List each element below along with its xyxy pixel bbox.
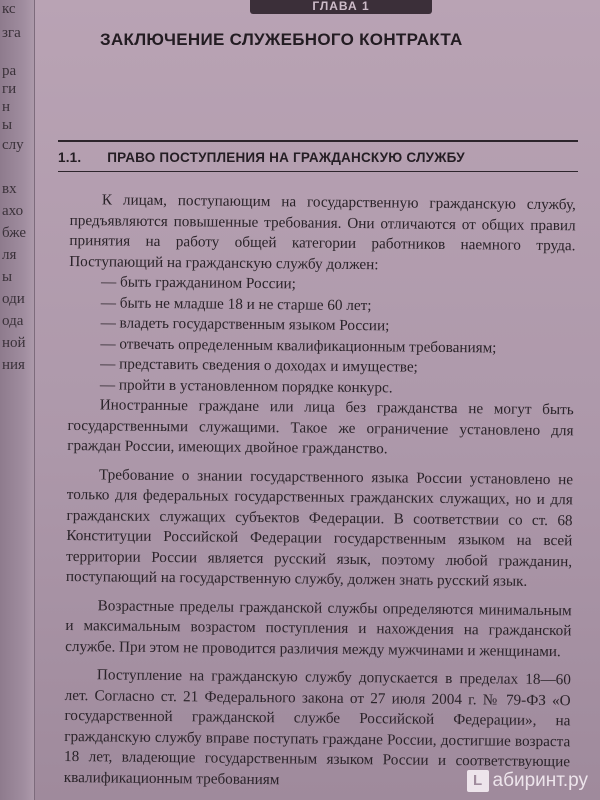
watermark <box>467 770 588 792</box>
margin-fragment: ы <box>2 117 13 133</box>
margin-fragment: ги <box>2 81 17 97</box>
requirements-list <box>68 272 575 400</box>
margin-fragment: вх <box>2 181 17 197</box>
margin-fragment: бже <box>2 225 27 241</box>
list-item: — владеть государственным языком России; <box>100 313 574 338</box>
margin-fragment: ния <box>2 357 25 373</box>
margin-fragment: ра <box>2 63 17 79</box>
margin-fragment: ода <box>2 313 24 329</box>
paragraph: Иностранные граждане или лица без гражданства не могут быть государственными служащими. Такое же ограничение установлено для граждан России, имеющих двойное гражданство. <box>67 396 574 458</box>
section-title: ПРАВО ПОСТУПЛЕНИЯ НА ГРАЖДАНСКУЮ СЛУЖБУ <box>107 150 465 165</box>
section-heading <box>58 140 578 172</box>
margin-fragment: ы <box>2 269 13 285</box>
margin-fragment: ной <box>2 335 26 351</box>
chapter-label: ГЛАВА 1 <box>250 0 432 14</box>
list-item: — быть гражданином России; <box>101 272 575 297</box>
adjacent-page-margin <box>0 0 35 800</box>
labirint-logo-icon: L <box>467 770 489 792</box>
section-number: 1.1. <box>58 150 82 165</box>
body-text <box>64 190 576 793</box>
margin-fragment: оди <box>2 291 25 307</box>
list-item: — пройти в установленном порядке конкурс. <box>100 375 574 400</box>
paragraph: Возрастные пределы гражданской службы определяются минимальным и максимальным возрастом поступления и нахождения на гражданской службе. При этом не проводится различия между мужчинами и женщинами. <box>65 596 572 660</box>
margin-fragment: ля <box>2 247 17 263</box>
margin-fragment: зга <box>2 25 21 41</box>
paragraph: Требование о знании государственного языка России установлено не только для федеральных государственных гражданских служащих, но и для гражданских служащих субъектов Федерации. В соответствии со ст. 68 Конституции Российской Федерации государственным языком на всей территории России является русский язык, поэтому любой гражданин, поступающий на государственную службу, должен знать русский язык. <box>65 465 574 590</box>
margin-fragment: кс <box>2 1 16 17</box>
margin-fragment: ахо <box>2 203 24 219</box>
paragraph: К лицам, поступающим на государственную гражданскую службу, предъявляются повышенные требования. Они отличаются от общих правил принятия на работу общей категории работников наемного труда. Поступающий на гражданскую службу должен: <box>69 191 576 273</box>
section-title-bar <box>58 140 578 172</box>
paragraph: Поступление на гражданскую службу допускается в пределах 18—60 лет. Согласно ст. 21 Федерального закона от 27 июля 2004 г. № 79-ФЗ «О государственной гражданской службе Российской Федерации», на гражданскую службу вправе поступать граждане России, достигшие возраста 18 лет, владеющие государственным языком России и соответствующие квалификационным требованиям <box>63 666 571 788</box>
list-item: — представить сведения о доходах и имуществе; <box>100 354 574 379</box>
margin-fragment: н <box>2 99 11 115</box>
list-item: — быть не младше 18 и не старше 60 лет; <box>101 293 575 318</box>
list-item: — отвечать определенным квалификационным требованиям; <box>100 334 574 359</box>
chapter-title: ЗАКЛЮЧЕНИЕ СЛУЖЕБНОГО КОНТРАКТА <box>100 30 463 49</box>
margin-fragment: слу <box>2 137 24 153</box>
watermark-text: абиринт.ру <box>492 770 588 791</box>
